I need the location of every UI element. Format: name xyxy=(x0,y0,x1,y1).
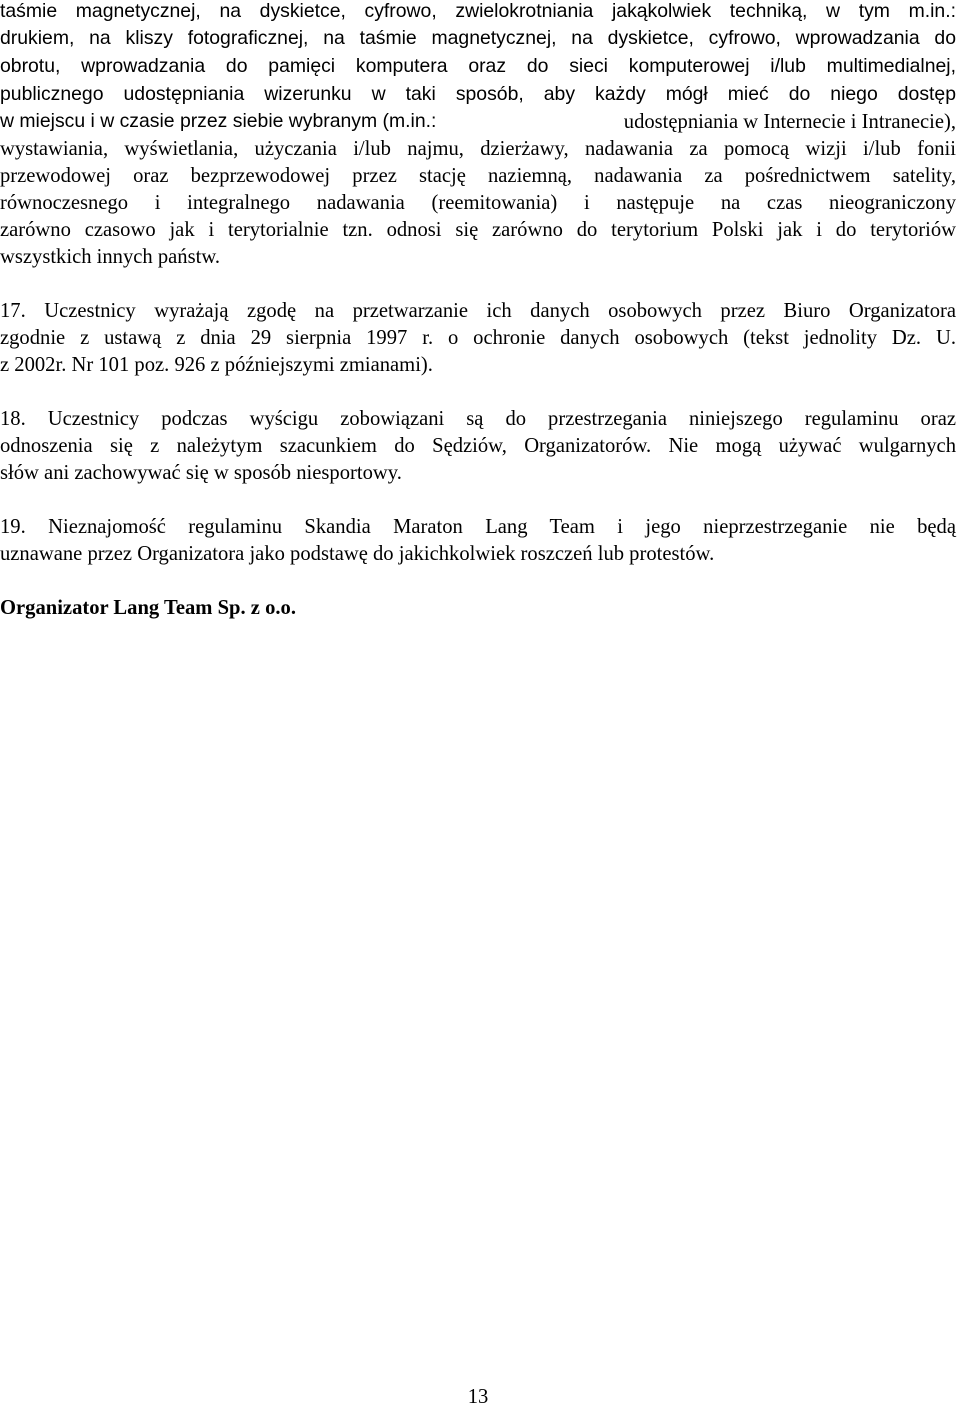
text-segment: w miejscu i w czasie przez siebie wybranym (m.in.: xyxy=(0,110,437,132)
text-line xyxy=(0,112,956,133)
organizer-signature: Organizator Lang Team Sp. z o.o. xyxy=(0,597,296,619)
text-line: odnoszenia się z należytym szacunkiem do Sędziów, Organizatorów. Nie mogą używać wulgarnych xyxy=(0,435,956,457)
text-line: z 2002r. Nr 101 poz. 926 z późniejszymi zmianami). xyxy=(0,354,433,376)
text-line: przewodowej oraz bezprzewodowej przez stację naziemną, nadawania za pośrednictwem satelity, xyxy=(0,165,956,187)
text-line: słów ani zachowywać się w sposób niesportowy. xyxy=(0,462,402,484)
text-line: 17. Uczestnicy wyrażają zgodę na przetwarzanie ich danych osobowych przez Biuro Organizatora xyxy=(0,300,956,322)
text-line: uznawane przez Organizatora jako podstawę do jakichkolwiek roszczeń lub protestów. xyxy=(0,543,715,565)
text-line: wszystkich innych państw. xyxy=(0,246,221,268)
text-line: obrotu, wprowadzania do pamięci komputera oraz do sieci komputerowej i/lub multimedialnej, xyxy=(0,55,956,77)
text-line: zgodnie z ustawą z dnia 29 sierpnia 1997 r. o ochronie danych osobowych (tekst jednolity Dz. U. xyxy=(0,327,956,349)
text-line: wystawiania, wyświetlania, użyczania i/lub najmu, dzierżawy, nadawania za pomocą wizji i/lub fonii xyxy=(0,138,956,160)
text-segment: udostępniania w Internecie i Intranecie), xyxy=(623,111,956,133)
text-line: publicznego udostępniania wizerunku w taki sposób, aby każdy mógł mieć do niego dostęp xyxy=(0,83,956,105)
page-number: 13 xyxy=(467,1386,489,1408)
text-line: taśmie magnetycznej, na dyskietce, cyfrowo, zwielokrotniania jakąkolwiek techniką, w tym m.in.: xyxy=(0,0,956,22)
text-line: drukiem, na kliszy fotograficznej, na taśmie magnetycznej, na dyskietce, cyfrowo, wprowadzania do xyxy=(0,27,956,49)
text-line: 19. Nieznajomość regulaminu Skandia Maraton Lang Team i jego nieprzestrzeganie nie będą xyxy=(0,516,956,538)
text-line: zarówno czasowo jak i terytorialnie tzn. odnosi się zarówno do terytorium Polski jak i do terytoriów xyxy=(0,219,956,241)
text-line: 18. Uczestnicy podczas wyścigu zobowiązani są do przestrzegania niniejszego regulaminu oraz xyxy=(0,408,956,430)
text-line: równoczesnego i integralnego nadawania (reemitowania) i następuje na czas nieograniczony xyxy=(0,192,956,214)
